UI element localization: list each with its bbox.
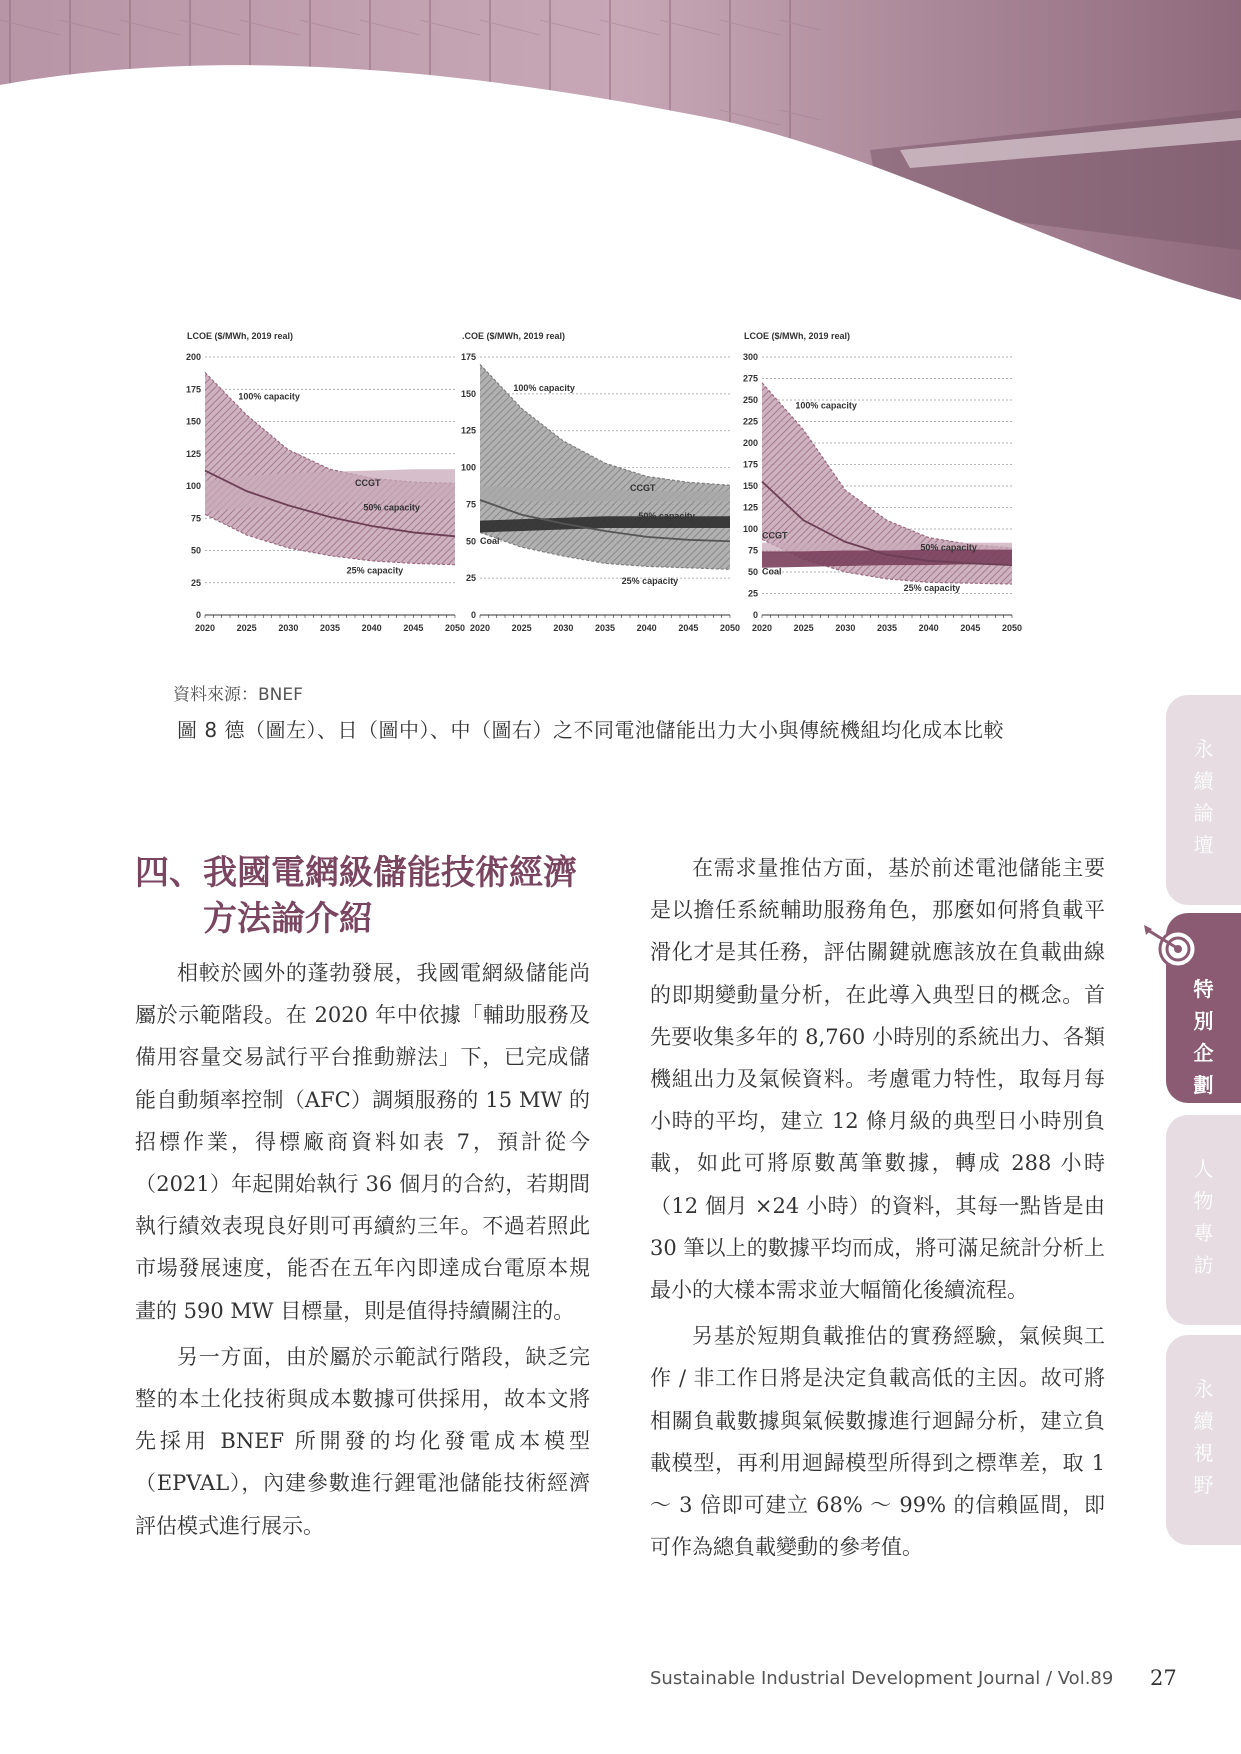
- battery-cost-envelope: [480, 364, 730, 569]
- figure-caption: 圖 8 德（圖左）、日（圖中）、中（圖右）之不同電池儲能出力大小與傳統機組均化成本比較: [177, 718, 1004, 742]
- x-tick-label: 2040: [636, 623, 657, 633]
- x-tick-label: 2030: [278, 623, 299, 633]
- label-100-capacity: 100% capacity: [513, 382, 575, 393]
- tab-sustainability-vision[interactable]: [1166, 1335, 1241, 1545]
- x-tick-label: 2035: [876, 623, 898, 633]
- label-ccgt: CCGT: [355, 478, 381, 488]
- x-tick-label: 2035: [319, 623, 341, 633]
- y-tick-label: 175: [460, 352, 476, 362]
- y-tick-label: 100: [185, 481, 201, 491]
- y-tick-label: 0: [752, 610, 758, 620]
- x-tick-label: 2050: [444, 623, 466, 633]
- label-25-capacity: 25% capacity: [903, 582, 961, 593]
- tab-label: 永 續 視 野: [1193, 1377, 1214, 1497]
- tab-label: 人 物 專 訪: [1193, 1157, 1214, 1277]
- x-tick-label: 2025: [236, 623, 257, 633]
- x-tick-label: 2045: [678, 623, 699, 633]
- y-axis-title: LCOE ($/MWh, 2019 real): [187, 331, 294, 341]
- x-tick-label: 2020: [751, 623, 773, 633]
- x-tick-label: 2035: [594, 623, 616, 633]
- body-column-right: [650, 847, 1105, 1568]
- y-tick-label: 100: [742, 524, 758, 534]
- paragraph: 另一方面，由於屬於示範試行階段，缺乏完整的本土化技術與成本數據可供採用，故本文將先採用 BNEF 所開發的均化發電成本模型（EPVAL），內建參數進行鋰電池儲能技術經濟評估模式進行展示。: [135, 1344, 590, 1538]
- tab-label: 永 續 論 壇: [1193, 737, 1214, 857]
- y-tick-label: 0: [195, 610, 201, 620]
- tab-special-feature[interactable]: [1166, 913, 1241, 1103]
- section-heading: [135, 850, 605, 942]
- x-tick-label: 2050: [1001, 623, 1023, 633]
- paragraph: 在需求量推估方面，基於前述電池儲能主要是以擔任系統輔助服務角色，那麼如何將負載平滑化才是其任務，評估關鍵就應該放在負載曲線的即期變動量分析，在此導入典型日的概念。首先要收集多年的 8,760 小時別的系統出力、各類機組出力及氣候資料。考慮電力特性，取每月每小時的平均，建立 12 條月級的典型日小時別負載，如此可將原數萬筆數據，轉成 288 小時（12 個月 ×24 小時）的資料，其每一點皆是由 30 筆以上的數據平均而成，將可滿足統計分析上最小的大樣本需求並大幅簡化後續流程。: [650, 856, 1105, 1303]
- y-tick-label: 200: [742, 438, 758, 448]
- y-tick-label: 25: [747, 588, 758, 599]
- x-tick-label: 2050: [719, 623, 741, 633]
- label-ccgt: CCGT: [630, 483, 656, 494]
- label-25-capacity: 25% capacity: [621, 576, 679, 587]
- y-tick-label: 150: [742, 481, 758, 491]
- label-50-capacity: 50% capacity: [920, 542, 977, 553]
- y-tick-label: 250: [742, 395, 758, 405]
- page-number: 27: [1150, 1666, 1177, 1690]
- x-tick-label: 2020: [194, 623, 216, 633]
- y-tick-label: 150: [460, 388, 476, 399]
- paragraph: 另基於短期負載推估的實務經驗，氣候與工作 / 非工作日將是決定負載高低的主因。故可將相關負載數據與氣候數據進行迴歸分析，建立負載模型，再利用迴歸模型所得到之標準差，取 1 ～ 3 倍即可建立 68% ～ 99% 的信賴區間，即可作為總負載變動的參考值。: [650, 1324, 1105, 1560]
- x-tick-label: 2045: [403, 623, 424, 633]
- chart-china-svg: [742, 325, 1032, 670]
- y-tick-label: 175: [742, 459, 758, 470]
- figure-8: [185, 325, 1035, 670]
- header-banner-photo: [0, 0, 1241, 310]
- y-tick-label: 175: [185, 384, 201, 395]
- x-tick-label: 2025: [511, 623, 532, 633]
- y-tick-label: 25: [465, 573, 476, 584]
- y-tick-label: 125: [185, 448, 201, 459]
- y-tick-label: 125: [460, 425, 476, 436]
- label-100-capacity: 100% capacity: [795, 400, 857, 411]
- x-tick-label: 2040: [361, 623, 382, 633]
- chart-japan: [460, 325, 750, 670]
- label-ccgt: CCGT: [762, 530, 788, 541]
- y-axis-title: LCOE ($/MWh, 2019 real): [744, 331, 851, 341]
- x-tick-label: 2030: [835, 623, 856, 633]
- section-heading-line1: 四、我國電網級儲能技術經濟: [135, 853, 577, 893]
- y-tick-label: 225: [742, 416, 758, 427]
- label-25-capacity: 25% capacity: [346, 565, 404, 576]
- y-tick-label: 75: [747, 545, 758, 556]
- section-heading-line2: 方法論介紹: [203, 899, 373, 939]
- y-tick-label: 150: [185, 416, 201, 427]
- chart-china: [742, 325, 1032, 670]
- chart-germany: [185, 325, 475, 670]
- y-tick-label: 25: [190, 577, 201, 588]
- label-50-capacity: 50% capacity: [363, 502, 420, 513]
- chart-japan-svg: [460, 325, 750, 670]
- y-tick-label: 50: [465, 536, 476, 547]
- footer-journal-name: Sustainable Industrial Development Journal / Vol.89: [650, 1668, 1114, 1689]
- y-tick-label: 50: [190, 545, 201, 556]
- y-tick-label: 300: [742, 352, 758, 362]
- y-tick-label: 75: [190, 513, 201, 524]
- x-tick-label: 2045: [960, 623, 981, 633]
- label-100-capacity: 100% capacity: [238, 391, 300, 402]
- y-tick-label: 50: [747, 567, 758, 577]
- label-coal: Coal: [480, 536, 500, 547]
- tab-label: 特 別 企 劃: [1193, 977, 1214, 1097]
- x-tick-label: 2030: [553, 623, 574, 633]
- y-tick-label: 100: [460, 462, 476, 473]
- figure-source: 資料來源：BNEF: [173, 685, 303, 705]
- tab-sustainability-forum[interactable]: [1166, 695, 1241, 905]
- y-tick-label: 200: [185, 352, 201, 362]
- y-tick-label: 125: [742, 502, 758, 513]
- x-tick-label: 2020: [469, 623, 491, 633]
- target-icon: [1140, 923, 1204, 979]
- body-column-left: [135, 952, 590, 1547]
- y-tick-label: 0: [470, 610, 476, 620]
- x-tick-label: 2040: [918, 623, 939, 633]
- chart-germany-svg: [185, 325, 475, 670]
- label-50-capacity: 50% capacity: [638, 511, 695, 522]
- y-axis-title: .COE ($/MWh, 2019 real): [462, 331, 566, 341]
- y-tick-label: 275: [742, 373, 758, 384]
- label-coal: Coal: [762, 566, 782, 577]
- x-tick-label: 2025: [793, 623, 814, 633]
- tab-personal-interview[interactable]: [1166, 1115, 1241, 1325]
- y-tick-label: 75: [465, 499, 476, 510]
- paragraph: 相較於國外的蓬勃發展，我國電網級儲能尚屬於示範階段。在 2020 年中依據「輔助服務及備用容量交易試行平台推動辦法」下，已完成儲能自動頻率控制（AFC）調頻服務的 15 MW 的招標作業，得標廠商資料如表 7，預計從今（2021）年起開始執行 36 個月的合約，若期間執行績效表現良好則可再續約三年。不過若照此市場發展速度，能否在五年內即達成台電原本規畫的 590 MW 目標量，則是值得持續關注的。: [135, 961, 590, 1323]
